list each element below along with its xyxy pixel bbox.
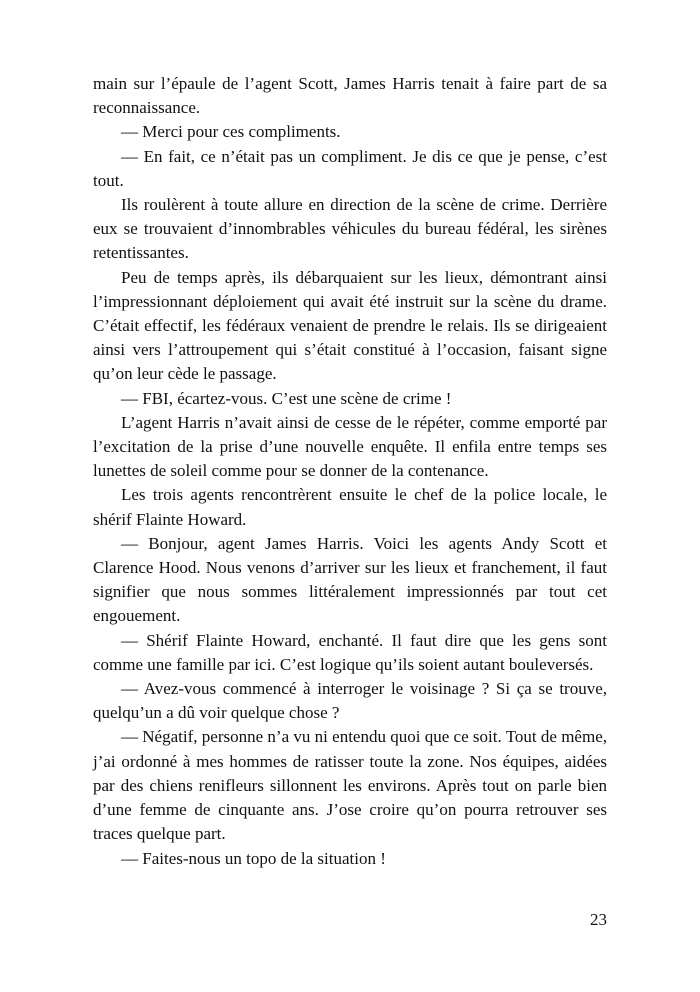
paragraph: — FBI, écartez-vous. C’est une scène de crime ! (121, 388, 452, 408)
paragraph: — En fait, ce n’était pas un compliment. Je dis ce que je pense, c’est tout. (93, 146, 607, 190)
paragraph: — Avez-vous commencé à interroger le voisinage ? Si ça se trouve, quelqu’un a dû voir quelque chose ? (93, 679, 607, 723)
paragraph: — Négatif, personne n’a vu ni entendu quoi que ce soit. Tout de même, j’ai ordonné à mes hommes de ratisser toute la zone. Nos équipes, aidées par des chiens renifleurs sillonnent les environs. Après tout on parle bien d’une femme de cinquante ans. J’ose croire qu’on pourra retrouver ses traces quelque part. (93, 727, 607, 844)
paragraph: — Shérif Flainte Howard, enchanté. Il faut dire que les gens sont comme une famille par ici. C’est logique qu’ils soient autant bouleversés. (93, 630, 607, 674)
paragraph: — Faites-nous un topo de la situation ! (121, 848, 386, 868)
page-number: 23 (590, 910, 607, 929)
paragraph: Les trois agents rencontrèrent ensuite le chef de la police locale, le shérif Flainte Howard. (93, 485, 607, 529)
paragraph: — Merci pour ces compliments. (121, 122, 341, 142)
paragraph: L’agent Harris n’avait ainsi de cesse de le répéter, comme emporté par l’excitation de la prise d’une nouvelle enquête. Il enfila entre temps ses lunettes de soleil comme pour se donner de la contenance. (93, 412, 607, 481)
paragraph: Ils roulèrent à toute allure en direction de la scène de crime. Derrière eux se trouvaient d’innombrables véhicules du bureau fédéral, les sirènes retentissantes. (93, 195, 607, 263)
paragraph: — Bonjour, agent James Harris. Voici les agents Andy Scott et Clarence Hood. Nous venons d’arriver sur les lieux et franchement, il faut signifier que nous sommes littéralement impressionnés par tout cet engouement. (93, 533, 607, 626)
paragraph: Peu de temps après, ils débarquaient sur les lieux, démontrant ainsi l’impressionnant déploiement qui avait été instruit sur la scène du drame. C’était effectif, les fédéraux venaient de prendre le relais. Ils se dirigeaient ainsi vers l’attroupement qui s’était constitué à l’occasion, faisant signe qu’on leur cède le passage. (93, 267, 607, 384)
page-text (93, 72, 607, 871)
paragraph: main sur l’épaule de l’agent Scott, James Harris tenait à faire part de sa reconnaissance. (93, 74, 607, 118)
page-footer (590, 908, 607, 932)
